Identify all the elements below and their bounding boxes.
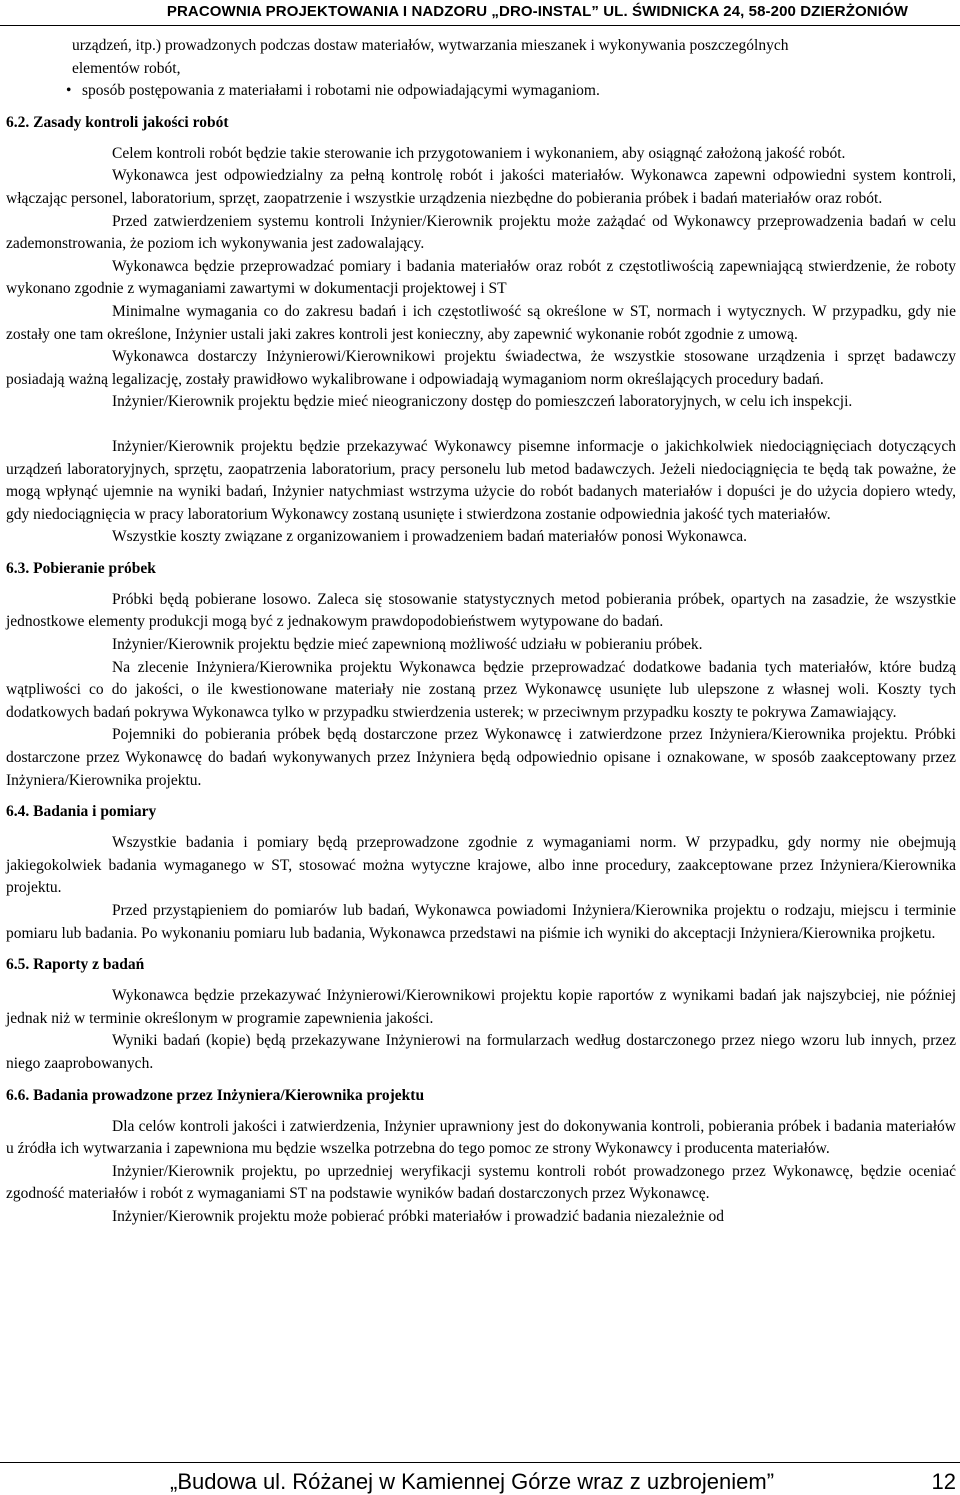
section-6-6-paragraph: Inżynier/Kierownik projektu, po uprzedniej weryfikacji systemu kontroli robót prowadzonego przez Wykonawcę, będzie oceniać zgodność materiałów i robót z wymaganiami ST na podstawie wyników badań dostarczonych przez Wykonawcę. (6, 1162, 956, 1203)
section-6-2-paragraph: Minimalne wymagania co do zakresu badań i ich częstotliwość są określone w ST, normach i wytycznych. W przypadku, gdy nie zostały one tam określone, Inżynier ustali jaki zakres kontroli jest konieczny, aby zapewnić wykonanie robót zgodnie z umową. (6, 302, 956, 343)
page-footer (0, 1462, 960, 1495)
section-6-6-paragraph: Dla celów kontroli jakości i zatwierdzenia, Inżynier uprawniony jest do dokonywania kontroli, pobierania próbek i badania materiałów u źródła ich wytwarzania i zapewniona mu będzie wszelka potrzebna do tego pomoc ze strony Wykonawcy i producenta materiałów. (6, 1117, 956, 1158)
section-6-3-paragraph: Na zlecenie Inżyniera/Kierownika projektu Wykonawca będzie przeprowadzać dodatkowe badania tych materiałów, które budzą wątpliwości co do jakości, o ile kwestionowane materiały nie zostaną przez Wykonawcę usunięte lub ulepszone z własnej woli. Koszty tych dodatkowych badań pokrywa Wykonawca tylko w przypadku stwierdzenia usterek; w przeciwnym przypadku koszty te pokrywa Zamawiający. (6, 658, 956, 721)
section-6-2-paragraph: Wykonawca jest odpowiedzialny za pełną kontrolę robót i jakości materiałów. Wykonawca zapewni odpowiedni system kontroli, włączając personel, laboratorium, sprzęt, zaopatrzenie i wszystkie urządzenia niezbędne do pobierania próbek i badań materiałów oraz robót. (6, 167, 956, 207)
section-6-2-paragraph: Wykonawca dostarczy Inżynierowi/Kierownikowi projektu świadectwa, że wszystkie stosowane urządzenia i sprzęt badawczy posiadają ważną legalizację, zostały prawidłowo wykalibrowane i odpowiadają wymaganiom norm określających procedury badań. (6, 348, 956, 388)
section-6-3-paragraph: Inżynier/Kierownik projektu będzie mieć zapewnioną możliwość udziału w pobieraniu próbek. (112, 636, 703, 654)
section-6-4-paragraph: Wszystkie badania i pomiary będą przeprowadzone zgodnie z wymaganiami norm. W przypadku, gdy normy nie obejmują jakiegokolwiek badania wymaganego w ST, stosować można wytyczne krajowe, albo inne procedury, zaakceptowane przez Inżyniera/Kierownika projektu. (6, 834, 956, 897)
section-6-3-paragraph: Próbki będą pobierane losowo. Zaleca się stosowanie statystycznych metod pobierania próbek, opartych na zasadzie, że wszystkie jednostkowe elementy produkcji mogą być z jednakowym prawdopodobieństwem wytypowane do badań. (6, 590, 956, 631)
section-6-5-paragraph: Wyniki badań (kopie) będą przekazywane Inżynierowi na formularzach według dostarczonego przez niego wzoru lub innych, przez niego zaaprobowanych. (6, 1032, 956, 1072)
section-6-2-paragraph: Inżynier/Kierownik projektu będzie mieć nieograniczony dostęp do pomieszczeń laboratoryjnych, w celu ich inspekcji. (112, 393, 853, 411)
section-6-5-heading: 6.5. Raporty z badań (6, 956, 145, 974)
section-6-2-heading: 6.2. Zasady kontroli jakości robót (6, 113, 229, 131)
bullet-icon: • (66, 82, 72, 100)
paragraph-gap (6, 414, 956, 436)
section-6-4-heading: 6.4. Badania i pomiary (6, 803, 157, 821)
section-6-3-paragraph: Pojemniki do pobierania próbek będą dostarczone przez Wykonawcę i zatwierdzone przez Inżyniera/Kierownika projektu. Próbki dostarczone przez Wykonawcę do badań wykonywanych przez Inżyniera będą odpowiednio opisane i oznakowane, w sposób zaakceptowany przez Inżyniera/Kierownika projektu. (6, 726, 956, 789)
document-body (6, 35, 956, 1229)
section-6-6-paragraph: Inżynier/Kierownik projektu może pobierać próbki materiałów i prowadzić badania niezależnie od (112, 1207, 725, 1225)
page-header: PRACOWNIA PROJEKTOWANIA I NADZORU „DRO-INSTAL” UL. ŚWIDNICKA 24, 58-200 DZIERŻONIÓW (0, 0, 960, 26)
section-6-2-paragraph: Inżynier/Kierownik projektu będzie przekazywać Wykonawcy pisemne informacje o jakichkolwiek niedociągnięciach dotyczących urządzeń laboratoryjnych, sprzętu, zaopatrzenia laboratorium, pracy personelu lub metod badawczych. Jeżeli niedociągnięcia te będą tak poważne, że mogą wpłynąć ujemnie na wyniki badań, Inżynier natychmiast wstrzyma użycie do robót badanych materiałów i dopuści je do użycia dopiero wtedy, gdy niedociągnięcia w pracy laboratorium Wykonawcy zostaną usunięte i stwierdzona zostanie odpowiednia jakość tych materiałów. (6, 437, 956, 523)
bullet-text: sposób postępowania z materiałami i robotami nie odpowiadającymi wymaganiom. (82, 82, 600, 100)
section-6-2-paragraph: Celem kontroli robót będzie takie sterowanie ich przygotowaniem i wykonaniem, aby osiągnąć założoną jakość robót. (112, 144, 846, 162)
page-number: 12 (931, 1469, 956, 1494)
section-6-6-heading: 6.6. Badania prowadzone przez Inżyniera/Kierownika projektu (6, 1086, 425, 1104)
continued-text-line-1: urządzeń, itp.) prowadzonych podczas dostaw materiałów, wytwarzania mieszanek i wykonywania poszczególnych (72, 37, 789, 54)
section-6-2-paragraph: Wykonawca będzie przeprowadzać pomiary i badania materiałów oraz robót z częstotliwością zapewniającą stwierdzenie, że roboty wykonano zgodnie z wymaganiami zawartymi w dokumentacji projektowej i ST (6, 257, 956, 298)
section-6-2-paragraph: Przed zatwierdzeniem systemu kontroli Inżynier/Kierownik projektu może zażądać od Wykonawcy przeprowadzenia badań w celu zademonstrowania, że poziom ich wykonywania jest zadowalający. (6, 212, 956, 253)
section-6-3-heading: 6.3. Pobieranie próbek (6, 559, 156, 577)
continued-text-line-2: elementów robót, (72, 59, 181, 77)
footer-project-title: „Budowa ul. Różanej w Kamiennej Górze wraz z uzbrojeniem” (170, 1469, 775, 1494)
bullet-item (6, 80, 956, 103)
section-6-2-paragraph: Wszystkie koszty związane z organizowaniem i prowadzeniem badań materiałów ponosi Wykonawca. (112, 528, 748, 546)
section-6-5-paragraph: Wykonawca będzie przekazywać Inżynierowi/Kierownikowi projektu kopie raportów z wynikami badań jak najszybciej, nie później jednak niż w terminie określonym w programie zapewnienia jakości. (6, 987, 956, 1027)
section-6-4-paragraph: Przed przystąpieniem do pomiarów lub badań, Wykonawca powiadomi Inżyniera/Kierownika projektu o rodzaju, miejscu i terminie pomiaru lub badania. Po wykonaniu pomiaru lub badania, Wykonawca przedstawi na piśmie ich wyniki do akceptacji Inżyniera/Kierownika projketu. (6, 902, 956, 942)
